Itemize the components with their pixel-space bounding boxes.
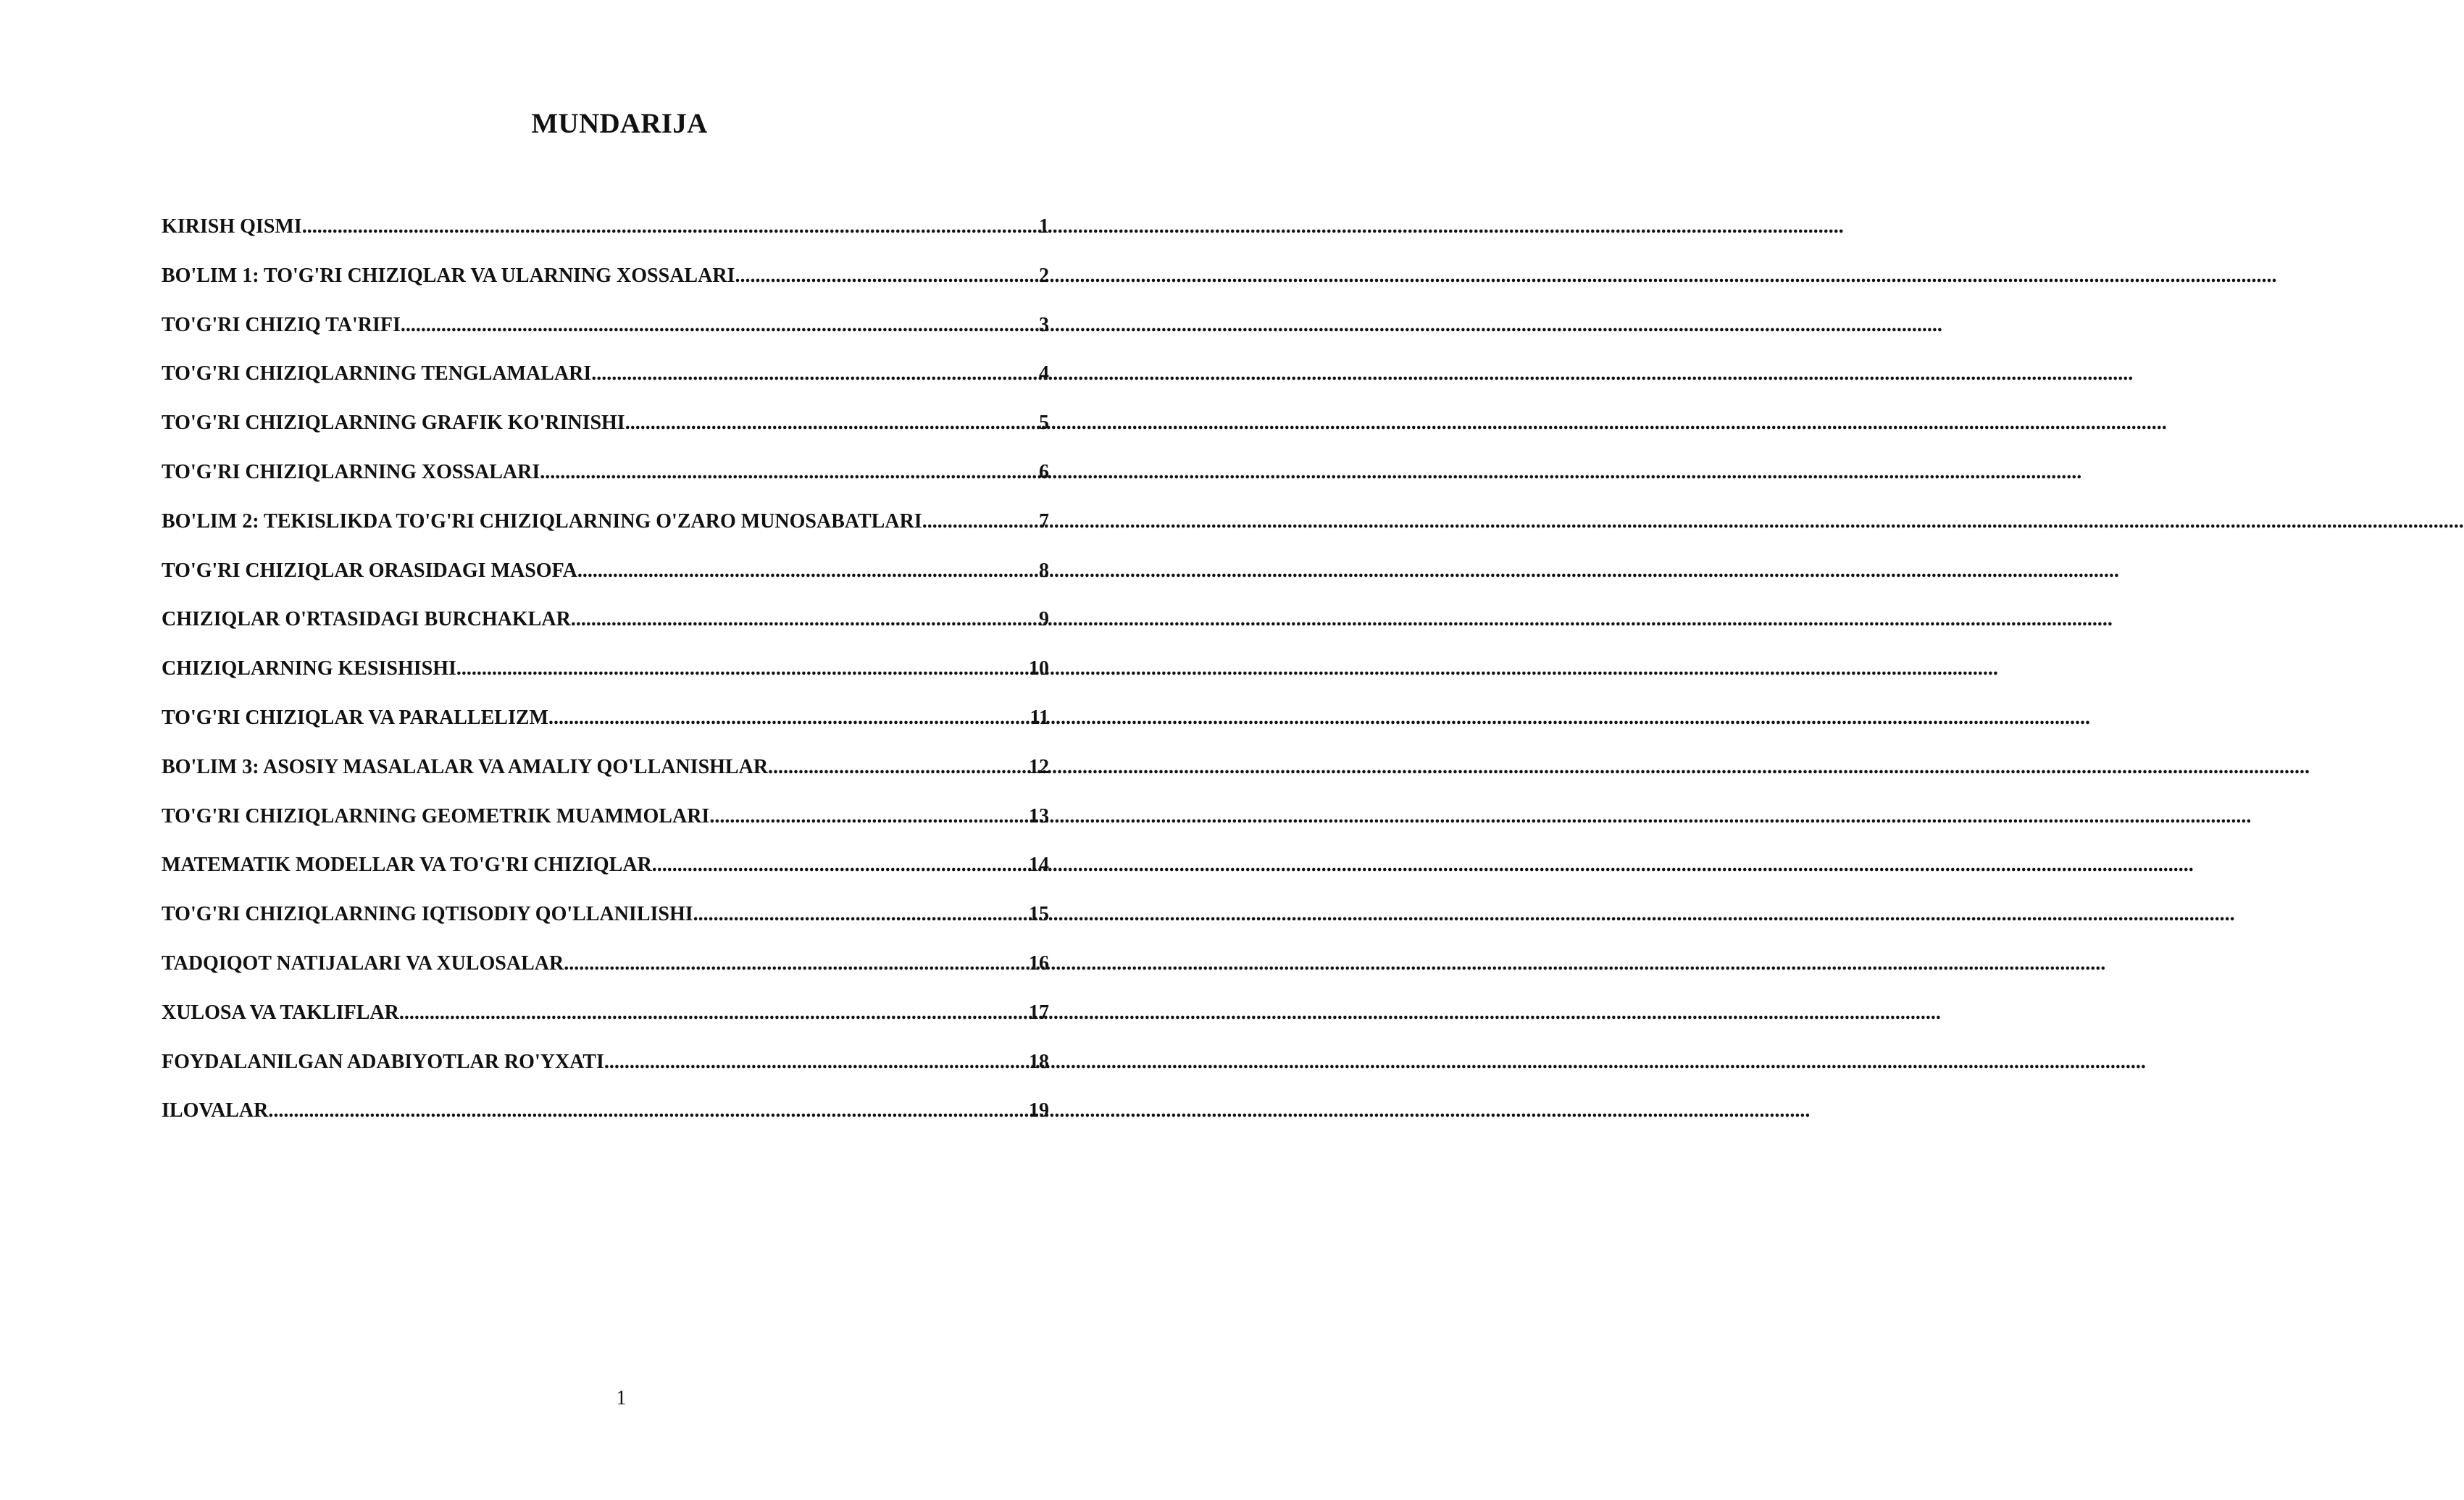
toc-entry-title: KIRISH QISMI <box>162 215 302 238</box>
toc-entry-page: 19 <box>1029 1099 1049 1122</box>
toc-entry-page: 4 <box>1039 362 1049 386</box>
toc-dot-leader <box>591 357 1039 391</box>
toc-dot-leader <box>571 603 1039 636</box>
toc-entry[interactable] <box>162 751 1049 800</box>
toc-entry-page: 1 <box>1039 215 1049 238</box>
toc-entry[interactable] <box>162 259 1049 309</box>
toc-entry[interactable] <box>162 1094 1049 1143</box>
toc-entry[interactable] <box>162 800 1049 849</box>
document-page <box>0 0 1159 1500</box>
toc-dot-leader <box>401 309 1039 342</box>
toc-dot-leader <box>625 407 1039 440</box>
toc-entry-title: TADQIQOT NATIJALARI VA XULOSALAR <box>162 951 564 975</box>
toc-entry-title: CHIZIQLAR O'RTASIDAGI BURCHAKLAR <box>162 608 571 631</box>
toc-dot-leader <box>456 652 1029 686</box>
toc-entry-page: 9 <box>1039 608 1049 631</box>
toc-entry-title: CHIZIQLARNING KESISHISHI <box>162 657 456 680</box>
toc-entry-title: BO'LIM 1: TO'G'RI CHIZIQLAR VA ULARNING XOSSALARI <box>162 264 735 287</box>
toc-entry-page: 17 <box>1029 1001 1049 1024</box>
page-number: 1 <box>616 1387 627 1409</box>
toc-entry-title: TO'G'RI CHIZIQLAR ORASIDAGI MASOFA <box>162 559 577 582</box>
toc-dot-leader <box>652 849 1029 882</box>
toc-dot-leader <box>768 751 1029 784</box>
toc-entry-page: 11 <box>1030 706 1049 729</box>
toc-entry[interactable] <box>162 309 1049 358</box>
toc-entry[interactable] <box>162 898 1049 947</box>
table-of-contents <box>162 210 1049 1143</box>
toc-dot-leader <box>735 259 1039 293</box>
toc-dot-leader <box>399 996 1029 1030</box>
toc-entry-page: 15 <box>1029 903 1049 926</box>
toc-entry-title: TO'G'RI CHIZIQLAR VA PARALLELIZM <box>162 706 548 729</box>
toc-entry-page: 13 <box>1029 804 1049 828</box>
toc-entry-page: 7 <box>1039 509 1049 533</box>
toc-entry-page: 6 <box>1039 460 1049 483</box>
toc-dot-leader <box>922 505 1039 538</box>
toc-entry[interactable] <box>162 603 1049 652</box>
toc-entry[interactable] <box>162 407 1049 456</box>
toc-dot-leader <box>540 456 1039 489</box>
toc-dot-leader <box>302 210 1039 243</box>
toc-entry-page: 2 <box>1039 264 1049 287</box>
toc-dot-leader <box>564 947 1029 980</box>
toc-entry[interactable] <box>162 505 1049 554</box>
toc-dot-leader <box>693 898 1029 931</box>
toc-dot-leader <box>268 1094 1029 1128</box>
toc-entry-title: TO'G'RI CHIZIQLARNING XOSSALARI <box>162 460 540 483</box>
toc-entry-page: 18 <box>1029 1050 1049 1073</box>
toc-entry[interactable] <box>162 701 1049 751</box>
toc-entry-page: 16 <box>1029 951 1049 975</box>
toc-entry-title: FOYDALANILGAN ADABIYOTLAR RO'YXATI <box>162 1050 604 1073</box>
toc-entry-title: TO'G'RI CHIZIQ TA'RIFI <box>162 313 401 336</box>
toc-entry-page: 3 <box>1039 313 1049 336</box>
toc-entry-page: 8 <box>1039 559 1049 582</box>
toc-entry[interactable] <box>162 947 1049 996</box>
toc-entry-title: XULOSA VA TAKLIFLAR <box>162 1001 399 1024</box>
toc-entry-title: ILOVALAR <box>162 1099 269 1122</box>
toc-entry[interactable] <box>162 652 1049 701</box>
toc-entry[interactable] <box>162 1046 1049 1095</box>
toc-entry-title: BO'LIM 2: TEKISLIKDA TO'G'RI CHIZIQLARNING O'ZARO MUNOSABATLARI <box>162 509 922 533</box>
toc-entry[interactable] <box>162 849 1049 898</box>
toc-entry-title: TO'G'RI CHIZIQLARNING GEOMETRIK MUAMMOLARI <box>162 804 710 828</box>
toc-entry-page: 14 <box>1029 854 1049 877</box>
toc-dot-leader <box>709 800 1029 833</box>
toc-entry[interactable] <box>162 996 1049 1046</box>
toc-entry[interactable] <box>162 357 1049 407</box>
toc-entry-page: 5 <box>1039 412 1049 435</box>
toc-entry[interactable] <box>162 456 1049 505</box>
toc-entry-title: TO'G'RI CHIZIQLARNING TENGLAMALARI <box>162 362 592 386</box>
toc-entry-page: 10 <box>1029 657 1049 680</box>
toc-entry-title: TO'G'RI CHIZIQLARNING GRAFIK KO'RINISHI <box>162 412 625 435</box>
toc-entry-title: TO'G'RI CHIZIQLARNING IQTISODIY QO'LLANILISHI <box>162 903 693 926</box>
toc-entry-title: BO'LIM 3: ASOSIY MASALALAR VA AMALIY QO'LLANISHLAR <box>162 755 769 778</box>
toc-entry-page: 12 <box>1029 755 1049 778</box>
toc-dot-leader <box>548 701 1030 735</box>
toc-dot-leader <box>577 554 1039 588</box>
toc-entry[interactable] <box>162 210 1049 259</box>
toc-entry-title: MATEMATIK MODELLAR VA TO'G'RI CHIZIQLAR <box>162 854 652 877</box>
toc-entry[interactable] <box>162 554 1049 604</box>
toc-dot-leader <box>604 1046 1029 1079</box>
page-title: MUNDARIJA <box>531 108 708 139</box>
